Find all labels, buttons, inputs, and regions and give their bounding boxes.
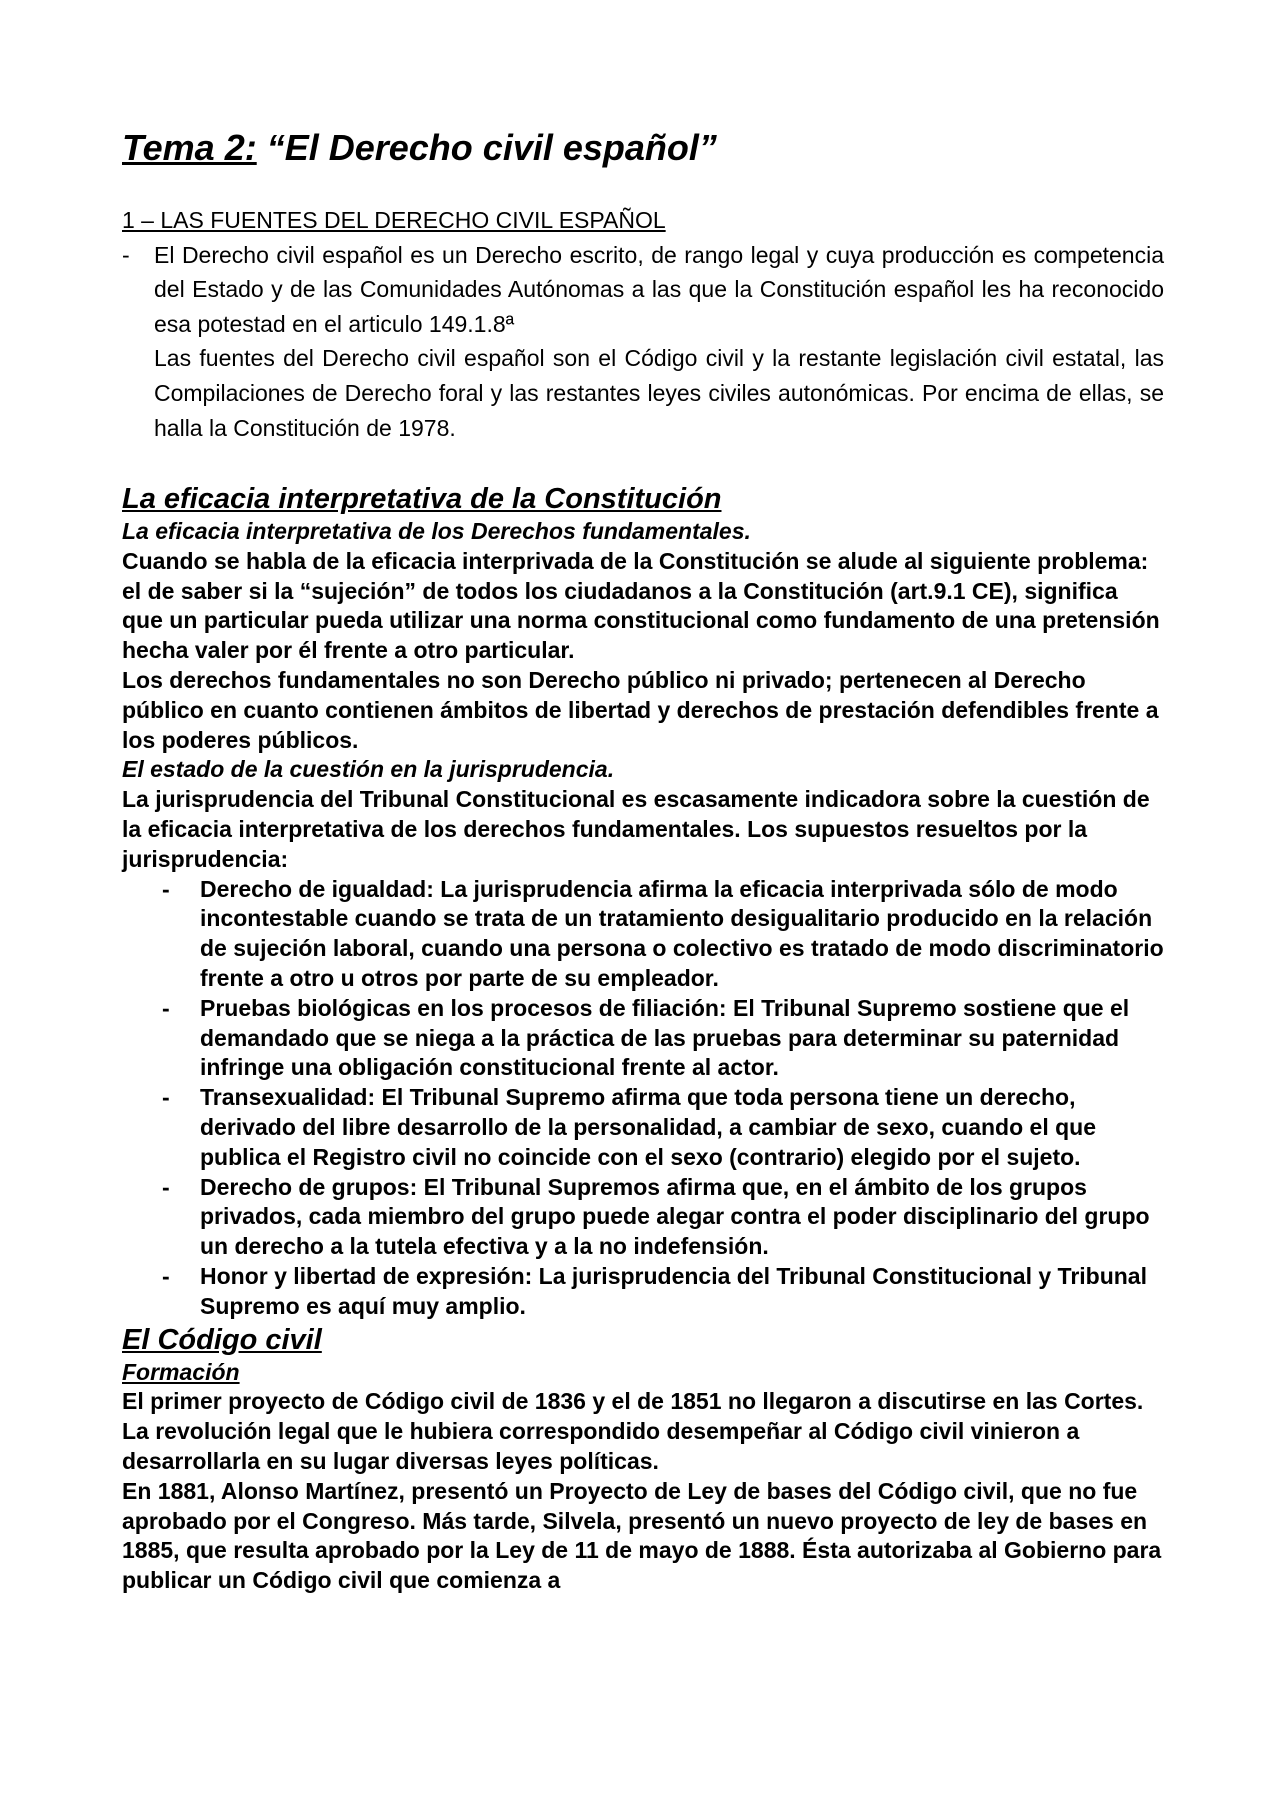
dash-marker: - [162,1084,170,1111]
dash-marker: - [162,1173,170,1200]
list-item-text: Pruebas biológicas en los procesos de filiación: El Tribunal Supremo sostiene que el demandado que se niega a la práctica de las pruebas para determinar su paternidad infringe una obligación constitucional frente al actor. [200,994,1130,1081]
paragraph: El Derecho civil español es un Derecho escrito, de rango legal y cuya producción es competencia del Estado y de las Comunidades Autónomas a las que la Constitución español les ha reconocido esa potestad en el articulo 149.1.8ª [154,241,1164,337]
dash-marker: - [162,1262,170,1289]
list-item-text: Derecho de igualdad: La jurisprudencia afirma la eficacia interprivada sólo de modo incontestable cuando se trata de un tratamiento desigualitario producido en la relación de sujeción laboral, cuando una persona o colectivo es tratado de modo discriminatorio frente a otro u otros por parte de su empleador. [200,875,1164,991]
paragraph: Los derechos fundamentales no son Derecho público ni privado; pertenecen al Derecho público en cuanto contienen ámbitos de libertad y derechos de prestación defendibles frente a los poderes públicos. [122,666,1159,753]
list-item-text: Derecho de grupos: El Tribunal Supremos afirma que, en el ámbito de los grupos privados, cada miembro del grupo puede alegar contra el poder disciplinario del grupo un derecho a la tutela efectiva y a la no indefensión. [200,1173,1150,1260]
dash-marker: - [122,241,130,268]
title-text: “El Derecho civil español” [256,127,717,168]
list-item [162,1262,1164,1322]
section-fuentes [122,203,1164,445]
section-heading-constitucion: La eficacia interpretativa de la Constitución [122,483,722,515]
list-item [162,1173,1164,1262]
paragraph: En 1881, Alonso Martínez, presentó un Proyecto de Ley de bases del Código civil, que no fue aprobado por el Congreso. Más tarde, Silvela, presentó un nuevo proyecto de ley de bases en 1885, que resulta aprobado por la Ley de 11 de mayo de 1888. Ésta autorizaba al Gobierno para publicar un Código civil que comienza a [122,1477,1162,1594]
paragraph: El primer proyecto de Código civil de 1836 y el de 1851 no llegaron a discutirse en las Cortes. La revolución legal que le hubiera correspondido desempeñar al Código civil vinieron a desarrollarla en su lugar diversas leyes políticas. [122,1388,1144,1474]
document-title [122,122,717,174]
jurisprudence-list [122,875,1164,1322]
section-constitucion-and-codigo [122,481,1164,1596]
title-label: Tema 2: [122,127,257,168]
dash-marker: - [162,994,170,1021]
subheading-derechos-fundamentales: La eficacia interpretativa de los Derechos fundamentales. [122,518,751,544]
subheading-jurisprudencia: El estado de la cuestión en la jurisprudencia. [122,756,615,783]
dash-marker: - [162,875,170,902]
list-item-text: Transexualidad: El Tribunal Supremo afirma que toda persona tiene un derecho, derivado del libre desarrollo de la personalidad, a cambiar de sexo, cuando el que publica el Registro civil no coincide con el sexo (contrario) elegido por el sujeto. [200,1084,1097,1170]
list-item [162,1083,1164,1172]
list-item [162,875,1164,994]
list-item [162,994,1164,1083]
paragraph: Cuando se habla de la eficacia interprivada de la Constitución se alude al siguiente problema: el de saber si la “sujeción” de todos los ciudadanos a la Constitución (art.9.1 CE), significa que un particular pueda utilizar una norma constitucional como fundamento de una pretensión hecha valer por él frente a otro particular. [122,547,1160,664]
dash-item-fuentes [122,238,1164,446]
section-heading-fuentes: 1 – LAS FUENTES DEL DERECHO CIVIL ESPAÑOL [122,207,666,233]
subheading-formacion: Formación [122,1358,240,1385]
paragraph: Las fuentes del Derecho civil español son el Código civil y la restante legislación civil estatal, las Compilaciones de Derecho foral y las restantes leyes civiles autonómicas. Por encima de ellas, se halla la Constitución de 1978. [154,345,1164,441]
section-heading-codigo-civil: El Código civil [122,1323,322,1356]
paragraph: La jurisprudencia del Tribunal Constitucional es escasamente indicadora sobre la cuestión de la eficacia interpretativa de los derechos fundamentales. Los supuestos resueltos por la jurisprudencia: [122,786,1150,872]
list-item-text: Honor y libertad de expresión: La jurisprudencia del Tribunal Constitucional y Tribunal Supremo es aquí muy amplio. [200,1262,1147,1319]
